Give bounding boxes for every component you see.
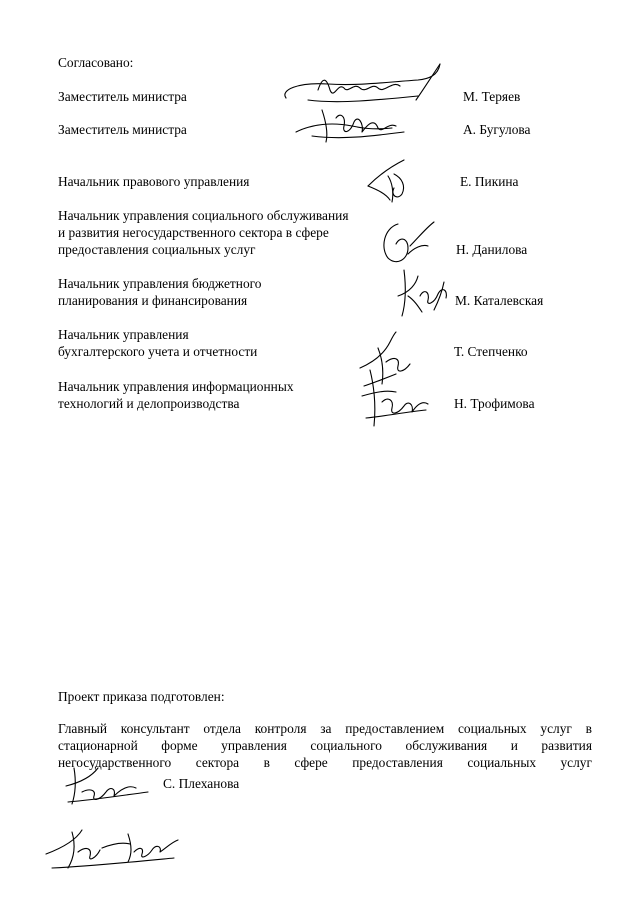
signature-plekhanova (62, 762, 154, 808)
signature-approval-bottom (42, 822, 182, 874)
approval-name: М. Теряев (463, 89, 521, 104)
approval-position-line: технологий и делопроизводства (58, 396, 240, 411)
approval-name: Н. Данилова (456, 242, 528, 257)
approval-position-line: предоставления социальных услуг (58, 242, 256, 257)
approval-position-line: Начальник управления информационных (58, 379, 294, 394)
approval-position-line: Начальник управления бюджетного (58, 276, 262, 291)
approval-position-line: Начальник управления (58, 327, 189, 342)
prepared-line: Главный консультант отдела контроля за предоставлением социальных услуг в (58, 721, 592, 736)
approval-position-line: бухгалтерского учета и отчетности (58, 344, 258, 359)
signature-trofimova (356, 366, 446, 432)
approval-position: Заместитель министра (58, 122, 187, 137)
prepared-name: С. Плеханова (163, 776, 240, 791)
approval-name: М. Каталевская (455, 293, 544, 308)
prepared-line: стационарной форме управления социального обслуживания и развития (58, 738, 592, 753)
approval-position-line: и развития негосударственного сектора в сфере (58, 225, 329, 240)
approval-position-line: Начальник управления социального обслуживания (58, 208, 349, 223)
signature-katalevskaya (394, 266, 454, 322)
approval-heading: Согласовано: (58, 55, 134, 70)
prepared-heading: Проект приказа подготовлен: (58, 689, 225, 704)
signature-pikina (364, 156, 420, 206)
signature-danilova (378, 218, 440, 268)
approval-position: Начальник правового управления (58, 174, 250, 189)
approval-position-line: планирования и финансирования (58, 293, 248, 308)
signature-bugulova (292, 104, 412, 144)
prepared-line: негосударственного сектора в сфере предоставления социальных услуг (58, 755, 592, 770)
approval-name: Н. Трофимова (454, 396, 535, 411)
approval-position: Заместитель министра (58, 89, 187, 104)
approval-name: Т. Степченко (454, 344, 528, 359)
approval-name: А. Бугулова (463, 122, 531, 137)
approval-name: Е. Пикина (460, 174, 519, 189)
